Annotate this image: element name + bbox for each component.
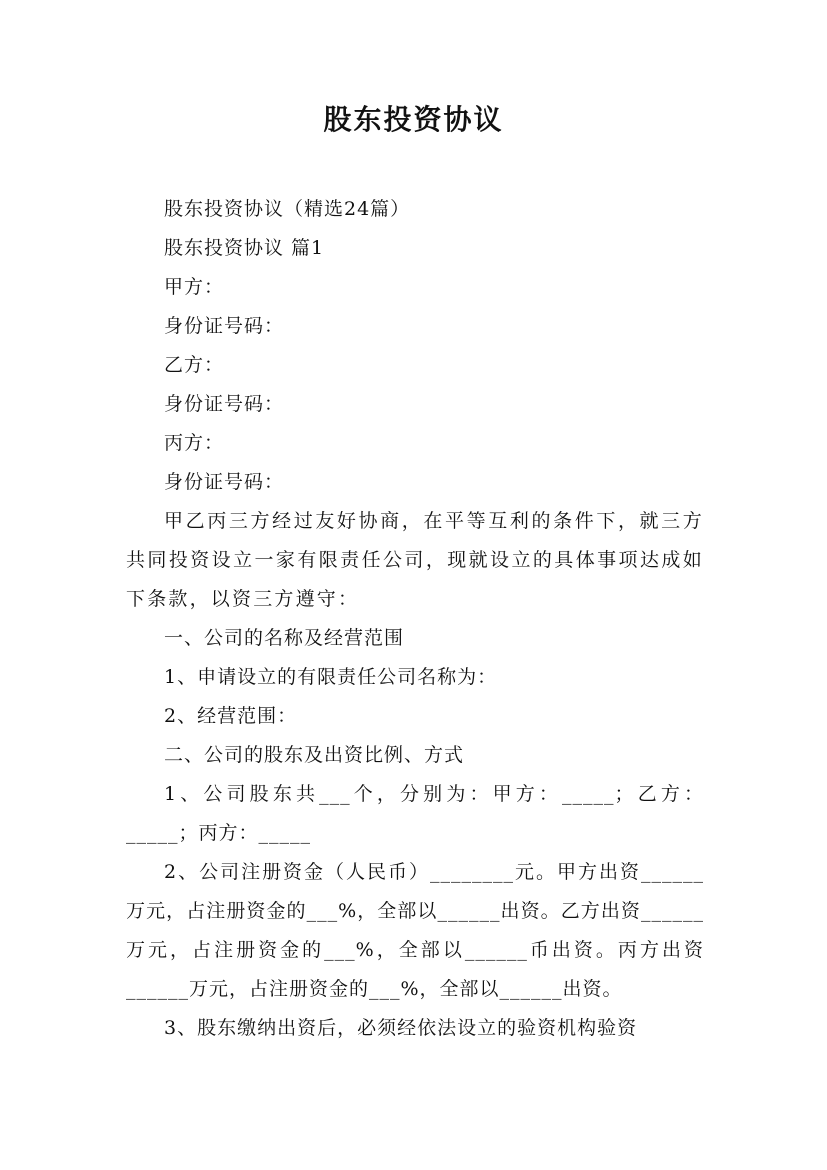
document-body	[126, 190, 704, 1048]
paragraph-party-b-id: 身份证号码：	[164, 393, 285, 415]
paragraph-subtitle: 股东投资协议（精选24篇）	[164, 198, 411, 220]
paragraph-party-a: 甲方：	[164, 276, 225, 298]
paragraph-party-a-id: 身份证号码：	[164, 315, 285, 337]
paragraph-clause-2-1: 1、公司股东共___个，分别为：甲方：_____；乙方：_____；丙方：_____	[126, 783, 704, 844]
paragraph-party-c-id: 身份证号码：	[164, 471, 285, 493]
paragraph-clause-2-2: 2、公司注册资金（人民币）________元。甲方出资______万元，占注册资金的___%，全部以______出资。乙方出资______万元，占注册资金的___%，全部以______币出资。丙方出资______万元，占注册资金的___%，全部以______出资。	[126, 861, 704, 1000]
paragraph-section-heading: 股东投资协议 篇1	[164, 237, 325, 259]
paragraph-clause-2-3: 3、股东缴纳出资后，必须经依法设立的验资机构验资	[164, 1017, 638, 1039]
document-title: 股东投资协议	[323, 103, 504, 136]
paragraph-clause-2-heading: 二、公司的股东及出资比例、方式	[164, 744, 465, 766]
paragraph-clause-1-2: 2、经营范围：	[164, 705, 298, 727]
paragraph-clause-1-1: 1、申请设立的有限责任公司名称为：	[164, 666, 498, 688]
paragraph-party-b: 乙方：	[164, 354, 225, 376]
paragraph-preamble: 甲乙丙三方经过友好协商，在平等互利的条件下，就三方共同投资设立一家有限责任公司，现就设立的具体事项达成如下条款，以资三方遵守：	[126, 510, 704, 610]
paragraph-clause-1-heading: 一、公司的名称及经营范围	[164, 627, 405, 649]
paragraph-party-c: 丙方：	[164, 432, 225, 454]
